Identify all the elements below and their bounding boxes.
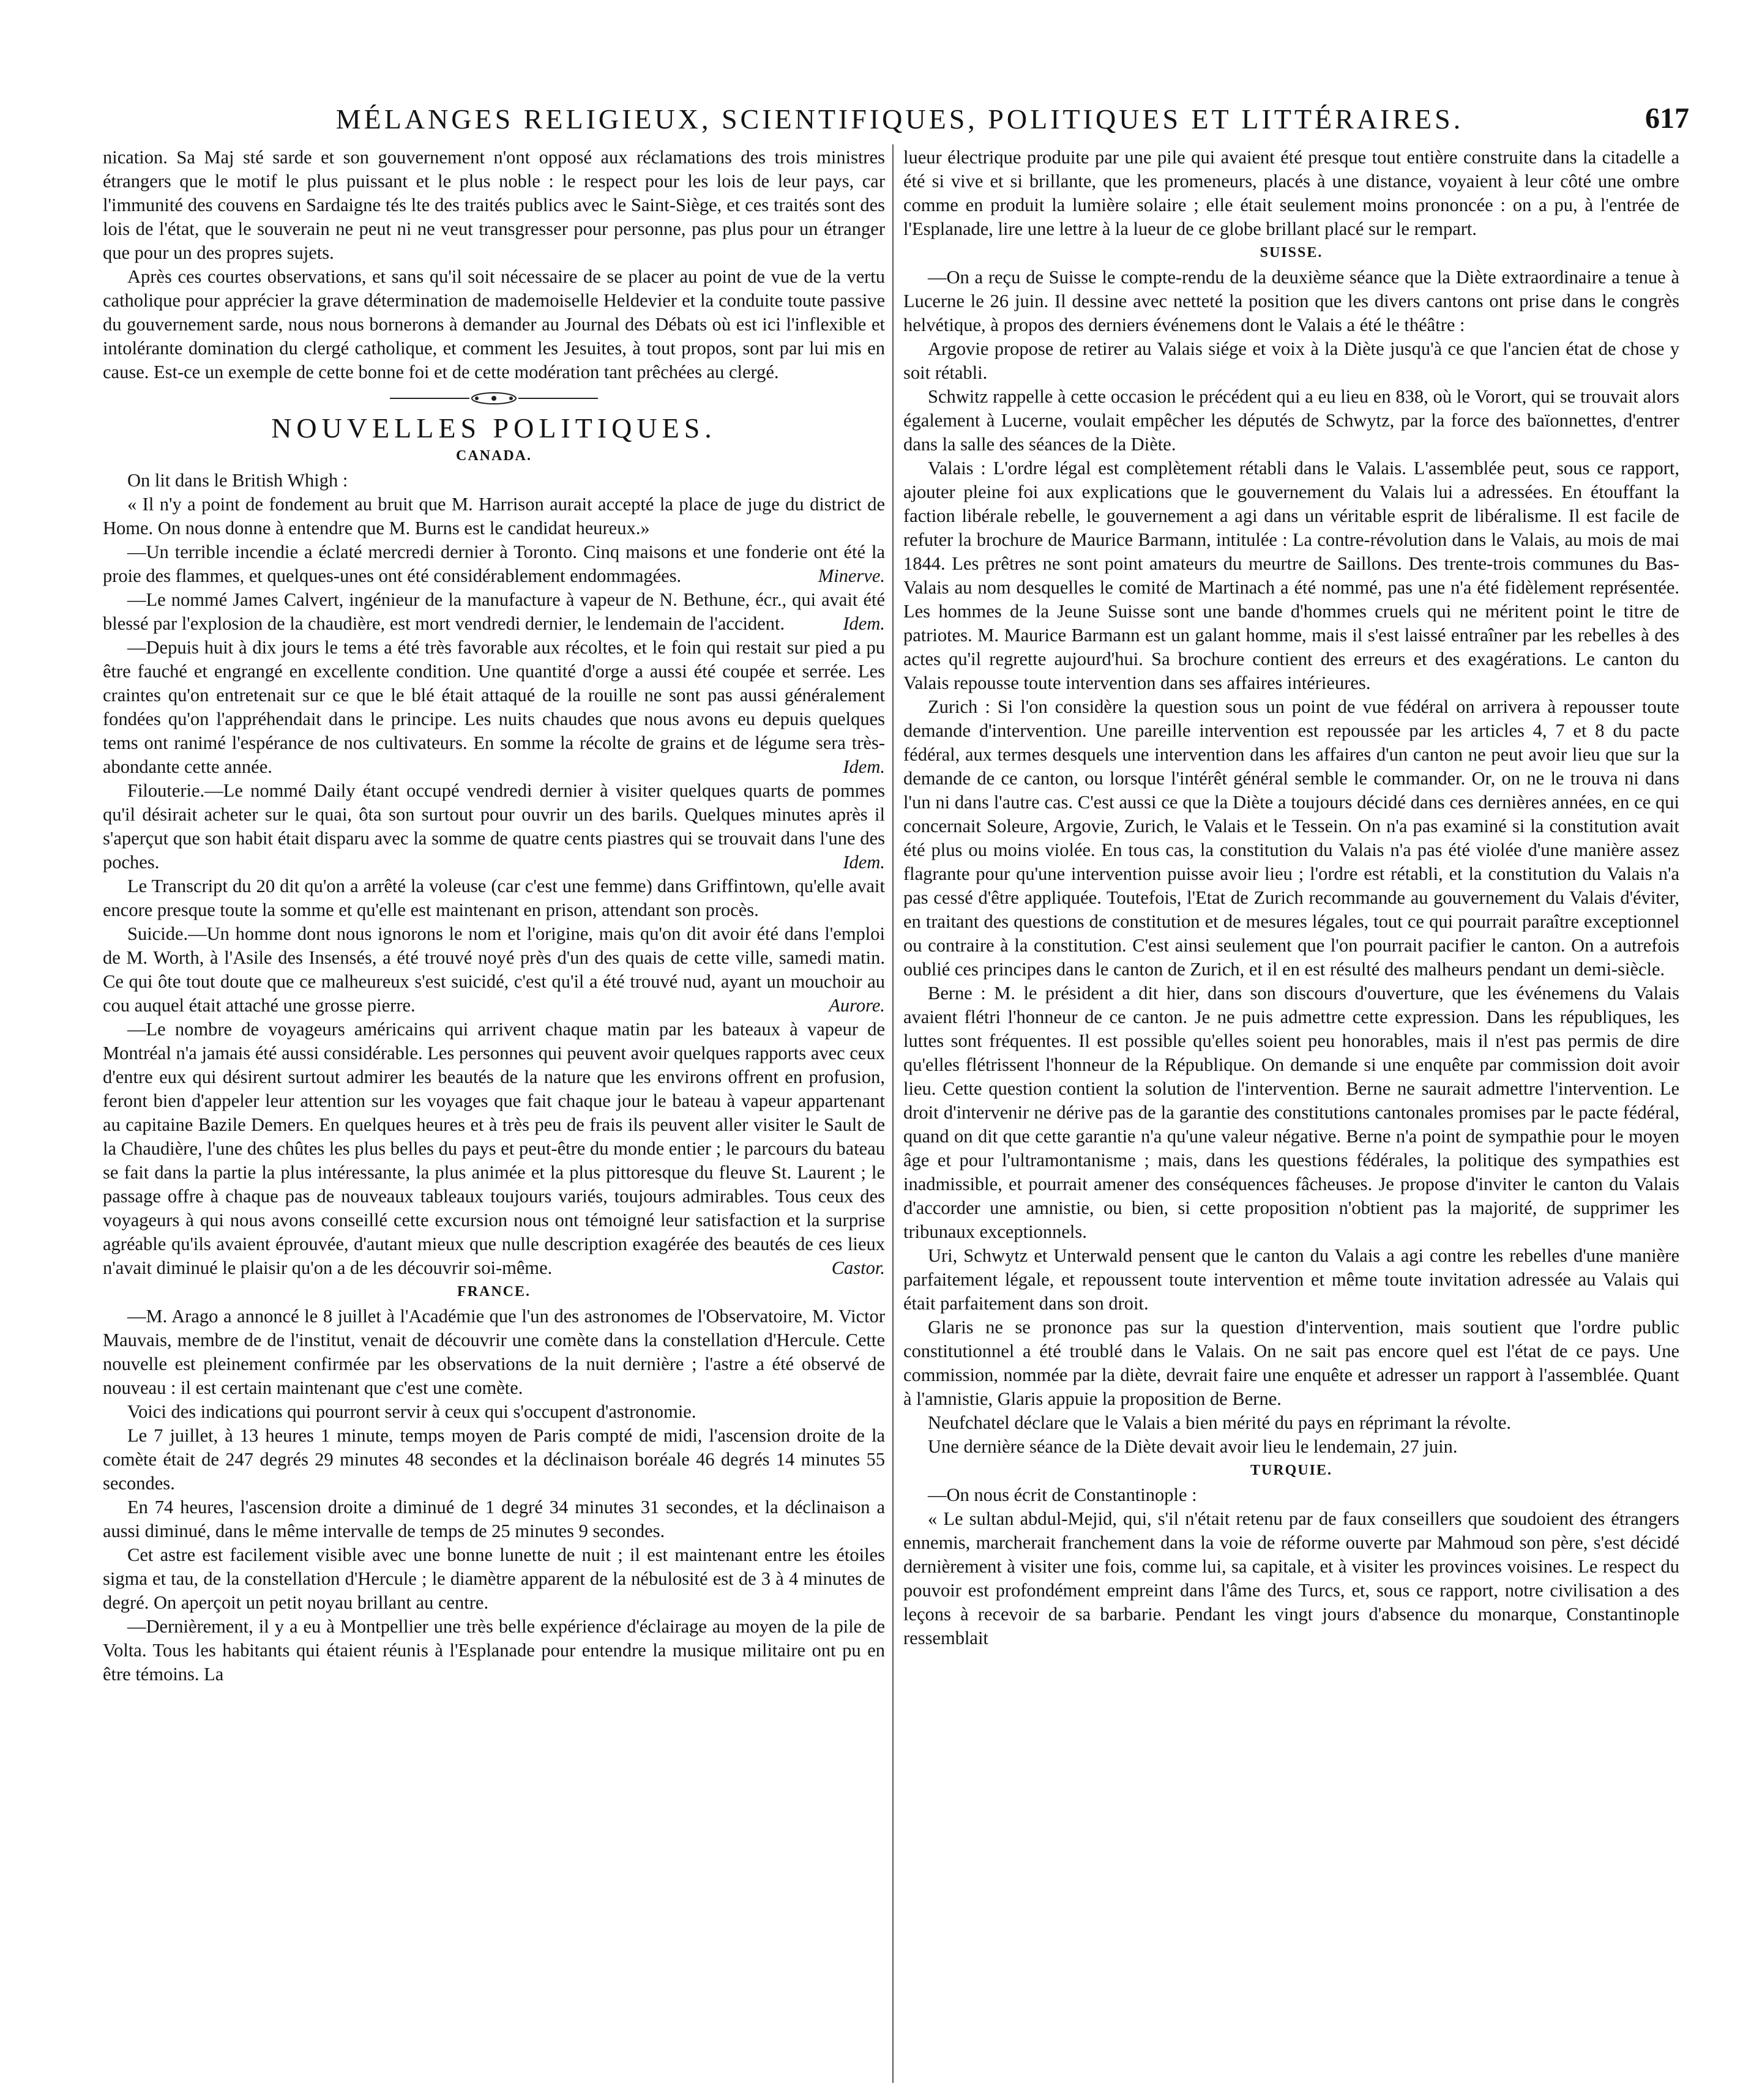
page-number: 617 — [1645, 102, 1689, 135]
news-item — [103, 540, 885, 588]
news-item: Neufchatel déclare que le Valais a bien mérité du pays en réprimant la révolte. — [928, 1412, 1511, 1433]
news-item: —Dernièrement, il y a eu à Montpellier une très belle expérience d'éclairage au moyen de la pile de Volta. Tous les habitants qui étaient réunis à l'Esplanade pour entendre la musique militaire ont pu en être témoins. La — [103, 1616, 885, 1685]
news-source: Aurore. — [829, 995, 885, 1016]
news-item-text: « Il n'y a point de fondement au bruit que M. Harrison aurait accepté la place de juge du district de Home. On nous donne à entendre que M. Burns est le candidat heureux.» — [103, 494, 885, 538]
news-item-text: —Un terrible incendie a éclaté mercredi dernier à Toronto. Cinq maisons et une fonderie ont été la proie des flammes, et quelques-unes ont été considérablement endommagées. — [103, 542, 885, 586]
subheading-france: FRANCE. — [457, 1284, 531, 1300]
news-item: Zurich : Si l'on considère la question sous un point de vue fédéral on arrivera à repousser toute demande d'intervention. Une pareille intervention est repoussée par les articles 4, 7 et 8 du pacte fédéral, aux termes desquels une intervention dans les affaires d'un canton ne peut avoir lieu que sur la demande de ce canton, ou lorsque l'intérêt général semble le commander. Or, on ne le trouva ni dans l'un ni dans l'autre cas. C'est aussi ce que la Diète a toujours décidé dans ces dernières années, en ce qui concernait Soleure, Argovie, Zurich, le Valais et le Tessein. On n'a pas examiné si la constitution avait été plus ou moins violée. En tous cas, la constitution du Valais n'a pas été violée d'une manière assez flagrante pour qu'une intervention puisse avoir lieu ; l'ordre est rétabli, et la constitution du Valais n'a pas cessé d'être appliquée. Toutefois, l'Etat de Zurich recommande au gouvernement du Valais d'éviter, en traitant des questions de constitution et de mesures légales, tout ce qui pourrait paraître exceptionnel ou contraire à la constitution. C'est ainsi seulement que l'on pourrait pacifier le canton. On a autrefois oublié ces principes dans le canton de Zurich, et il en est résulté des malheurs pendant un demi-siècle. — [903, 696, 1679, 980]
news-item: Voici des indications qui pourront servir à ceux qui s'occupent d'astronomie. — [127, 1401, 696, 1422]
subheading-suisse: SUISSE. — [1260, 245, 1323, 261]
news-item — [103, 779, 885, 874]
news-source: Minerve. — [818, 565, 885, 586]
article-paragraph: Après ces courtes observations, et sans qu'il soit nécessaire de se placer au point de vue de la vertu catholique pour apprécier la grave détermination de mademoiselle Heldevier et la conduite toute passive du gouvernement sarde, nous nous bornerons à demander au Journal des Débats où est ici l'inflexible et intolérante domination du clergé catholique, et comment les Jesuites, à tout propos, sont par lui mis en cause. Est-ce un exemple de cette bonne foi et de cette modération tant prêchées au clergé. — [103, 266, 885, 382]
news-source: Idem. — [843, 613, 885, 634]
column-divider — [892, 144, 894, 2083]
news-item: Le 7 juillet, à 13 heures 1 minute, temps moyen de Paris compté de midi, l'ascension droite de la comète était de 247 degrés 29 minutes 48 secondes et la déclinaison boréale 46 degrés 14 minutes 55 secondes. — [103, 1425, 885, 1494]
news-item — [103, 469, 885, 493]
running-title: MÉLANGES RELIGIEUX, SCIENTIFIQUES, POLITIQUES ET LITTÉRAIRES. — [335, 103, 1464, 135]
news-item: Valais : L'ordre légal est complètement rétabli dans le Valais. L'assemblée peut, sous ce rapport, ajouter pleine foi aux explications que le gouvernement du Valais lui a adressées. En étouffant la faction libérale rebelle, le gouvernement a agi dans un véritable esprit de libéralisme. Il est facile de refuter la brochure de Maurice Barmann, intitulée : La contre-révolution dans le Valais, au mois de mai 1844. Les prêtres ne sont point amateurs du meurtre de Saillons. Des trente-trois communes du Bas-Valais au nom desquelles le comité de Martinach a été nommé, pas une n'a été fidèlement représentée. Les hommes de la Jeune Suisse sont une bande d'hommes cruels qui ne méritent point le titre de patriotes. M. Maurice Barmann est un galant homme, mais il s'est laissé entraîner par les rebelles à des actes qu'il regrette aujourd'hui. Sa brochure contient des erreurs et des exagérations. Le canton du Valais repousse toute intervention dans ses affaires intérieures. — [903, 458, 1679, 693]
news-item — [103, 588, 885, 636]
news-item-text: Le Transcript du 20 dit qu'on a arrêté la voleuse (car c'est une femme) dans Griffintown, qu'elle avait encore presque toute la somme et qu'elle est maintenant en prison, attendant son procès. — [103, 876, 885, 920]
news-item — [103, 493, 885, 540]
ornament-divider — [384, 390, 604, 406]
news-item: Uri, Schwytz et Unterwald pensent que le canton du Valais a agi contre les rebelles d'une manière parfaitement légale, et repoussent toute intervention et même toute invitation adressée au Valais qui était parfaitement dans son droit. — [903, 1245, 1679, 1314]
subheading-canada: CANADA. — [456, 448, 532, 464]
news-item-text: Filouterie.—Le nommé Daily étant occupé vendredi dernier à visiter quelques quarts de pommes qu'il désirait acheter sur le quai, ôta son surtout pour ouvrir un des barils. Quelques minutes après il s'aperçut que son habit était disparu avec la somme de quatre cents piastres qui se trouvait dans l'une des poches. — [103, 780, 885, 873]
news-item: Cet astre est facilement visible avec une bonne lunette de nuit ; il est maintenant entre les étoiles sigma et tau, de la constellation d'Hercule ; le diamètre apparent de la nébulosité est de 3 à 4 minutes de degré. On aperçoit un petit noyau brillant au centre. — [103, 1544, 885, 1613]
news-item: Glaris ne se prononce pas sur la question d'intervention, mais soutient que l'ordre public constitutionnel a été troublé dans le Valais. On ne sait pas encore quel est l'état de ce pays. Une commission, nommée par la diète, devrait faire une enquête et adresser un rapport à l'assemblée. Quant à l'amnistie, Glaris appuie la proposition de Berne. — [903, 1317, 1679, 1409]
news-item: —On nous écrit de Constantinople : — [928, 1484, 1197, 1505]
news-item: « Le sultan abdul-Mejid, qui, s'il n'était retenu par de faux conseillers que soudoient des étrangers ennemis, marcherait franchement dans la voie de réforme ouverte par Mahmoud son père, s'est décidé dernièrement à visiter une fois, comme lui, sa capitale, et à visiter les provinces voisines. Le respect du pouvoir est profondément empreint dans l'âme des Turcs, et, sous ce rapport, notre civilisation a des leçons à recevoir de sa barbarie. Pendant les vingt jours d'absence du monarque, Constantinople ressemblait — [903, 1508, 1679, 1648]
news-source: Castor. — [831, 1257, 885, 1278]
news-item — [103, 636, 885, 779]
news-item-text: —Le nombre de voyageurs américains qui arrivent chaque matin par les bateaux à vapeur de Montréal n'a jamais été aussi considérable. Les personnes qui peuvent avoir quelques rapports avec ceux d'entre eux qui désirent surtout admirer les beautés de la nature que les environs offrent en profusion, feront bien d'appeler leur attention sur les voyages que fait chaque jour le bateau à vapeur appartenant au capitaine Bazile Demers. En quelques heures et à très peu de frais ils peuvent aller visiter le Sault de la Chaudière, l'une des chûtes les plus belles du pays et peut-être du monde entier ; le parcours du bateau se fait dans la partie la plus intéressante, la plus animée et la plus pittoresque du fleuve St. Laurent ; le passage offre à chaque pas de nouveaux tableaux toujours variés, toujours admirables. Tous ceux des voyageurs à qui nous avons conseillé cette excursion nous ont témoigné leur satisfaction et la surprise agréable qu'ils avaient éprouvée, d'autant mieux que nulle description exagérée des beautés de ces lieux n'avait diminué le plaisir qu'on a de les découvrir soi-même. — [103, 1019, 885, 1278]
article-paragraph: nication. Sa Maj sté sarde et son gouvernement n'ont opposé aux réclamations des trois ministres étrangers que le motif le plus puissant et le plus noble : le respect pour les lois de leur pays, car l'immunité des couvens en Sardaigne tés lte des traités publics avec le Saint-Siège, et ces traités sont des lois de l'état, que le souverain ne peut ni ne veut transgresser pour personne, pas plus pour un étranger que pour un des propres sujets. — [103, 147, 885, 263]
news-item — [103, 1018, 885, 1280]
news-item — [103, 874, 885, 922]
news-item-text: On lit dans le British Whigh : — [127, 470, 348, 491]
right-column — [903, 146, 1679, 1650]
news-item: Argovie propose de retirer au Valais siége et voix à la Diète jusqu'à ce que l'ancien état de chose y soit rétabli. — [903, 338, 1679, 383]
news-item-text: Suicide.—Un homme dont nous ignorons le nom et l'origine, mais qu'on dit avoir été dans l'emploi de M. Worth, à l'Asile des Insensés, a été trouvé noyé près d'un des quais de cette ville, samedi matin. Ce qui ôte tout doute que ce malheureux s'est suicidé, c'est qu'il a été trouvé nud, ayant un mouchoir au cou auquel était attaché une grosse pierre. — [103, 923, 885, 1016]
news-item — [103, 922, 885, 1018]
subheading-turquie: TURQUIE. — [1250, 1462, 1333, 1478]
news-item: Berne : M. le président a dit hier, dans son discours d'ouverture, que les événemens du Valais avaient flétri l'honneur de ce canton. Je ne puis admettre cette expression. Dans les républiques, les luttes sont fréquentes. Il est possible qu'elles soient peu honorables, mais il n'est pas permis de dire qu'elles flétrissent l'honneur de la République. On demande si une enquête par commission doit avoir lieu. Cette question contient la solution de l'intervention. Berne ne saurait admettre l'intervention. Le droit d'intervenir ne dérive pas de la garantie des constitutions cantonales promises par le pacte fédéral, quand on dit que cette garantie n'a qu'une valeur négative. Berne n'a point de sympathie pour le moyen âge et pour l'ultramontanisme ; mais, dans les questions fédérales, la politique des sympathies est inadmissible, et pourrait amener des conséquences fâcheuses. Je propose d'inviter le canton du Valais d'accorder une amnistie, ou bien, si cette proposition n'obtient pas la majorité, de supprimer les tribunaux exceptionnels. — [903, 983, 1679, 1242]
running-header — [110, 98, 1689, 147]
article-paragraph: lueur électrique produite par une pile qui avaient été presque tout entière construite dans la citadelle a été si vive et si brillante, que les promeneurs, placés à une distance, voyaient à leur côté une ombre comme en produit la lumière solaire ; elle était seulement moins prononcée : on a pu, à l'entrée de l'Esplanade, lire une lettre à la lueur de ce globe brillant placé sur le rempart. — [903, 147, 1679, 239]
news-item: En 74 heures, l'ascension droite a diminué de 1 degré 34 minutes 31 secondes, et la déclinaison a aussi diminué, dans le même intervalle de temps de 25 minutes 9 secondes. — [103, 1497, 885, 1541]
news-source: Idem. — [843, 852, 885, 873]
news-item-text: —Le nommé James Calvert, ingénieur de la manufacture à vapeur de N. Bethune, écr., qui avait été blessé par l'explosion de la chaudière, est mort vendredi dernier, le lendemain de l'accident. — [103, 589, 885, 634]
news-item: Une dernière séance de la Diète devait avoir lieu le lendemain, 27 juin. — [928, 1436, 1458, 1457]
news-item: —M. Arago a annoncé le 8 juillet à l'Académie que l'un des astronomes de l'Observatoire, M. Victor Mauvais, membre de de l'institut, venait de découvrir une comète dans la constellation d'Hercule. Cette nouvelle est pleinement confirmée par les observations de la nuit dernière ; l'astre a été observé de nouveau : il est certain maintenant que c'est une comète. — [103, 1306, 885, 1398]
news-item: Schwitz rappelle à cette occasion le précédent qui a eu lieu en 838, où le Vorort, qui se trouvait alors également à Lucerne, voulait empêcher les députés de Schwytz, par la force des baïonnettes, d'entrer dans la salle des séances de la Diète. — [903, 386, 1679, 455]
news-item: —On a reçu de Suisse le compte-rendu de la deuxième séance que la Diète extraordinaire a tenue à Lucerne le 26 juin. Il dessine avec netteté la position que les divers cantons ont prise dans le congrès helvétique, à propos des derniers événemens dont le Valais a été le théâtre : — [903, 267, 1679, 335]
left-column — [103, 146, 885, 1686]
section-heading-nouvelles-politiques: NOUVELLES POLITIQUES. — [271, 412, 717, 444]
news-source: Idem. — [843, 756, 885, 777]
news-item-text: —Depuis huit à dix jours le tems a été très favorable aux récoltes, et le foin qui restait sur pied a pu être fauché et engrangé en excellente condition. Une quantité d'orge a aussi été coupée et serrée. Les craintes qu'on entretenait sur ce que le blé était attaqué de la rouille ne sont pas aussi généralement fondées qu'on l'appréhendait dans le principe. Les nuits chaudes que nous avons eu depuis quelques tems ont ranimé l'espérance de nos cultivateurs. En somme la récolte de grains et de légume sera très-abondante cette année. — [103, 637, 885, 777]
